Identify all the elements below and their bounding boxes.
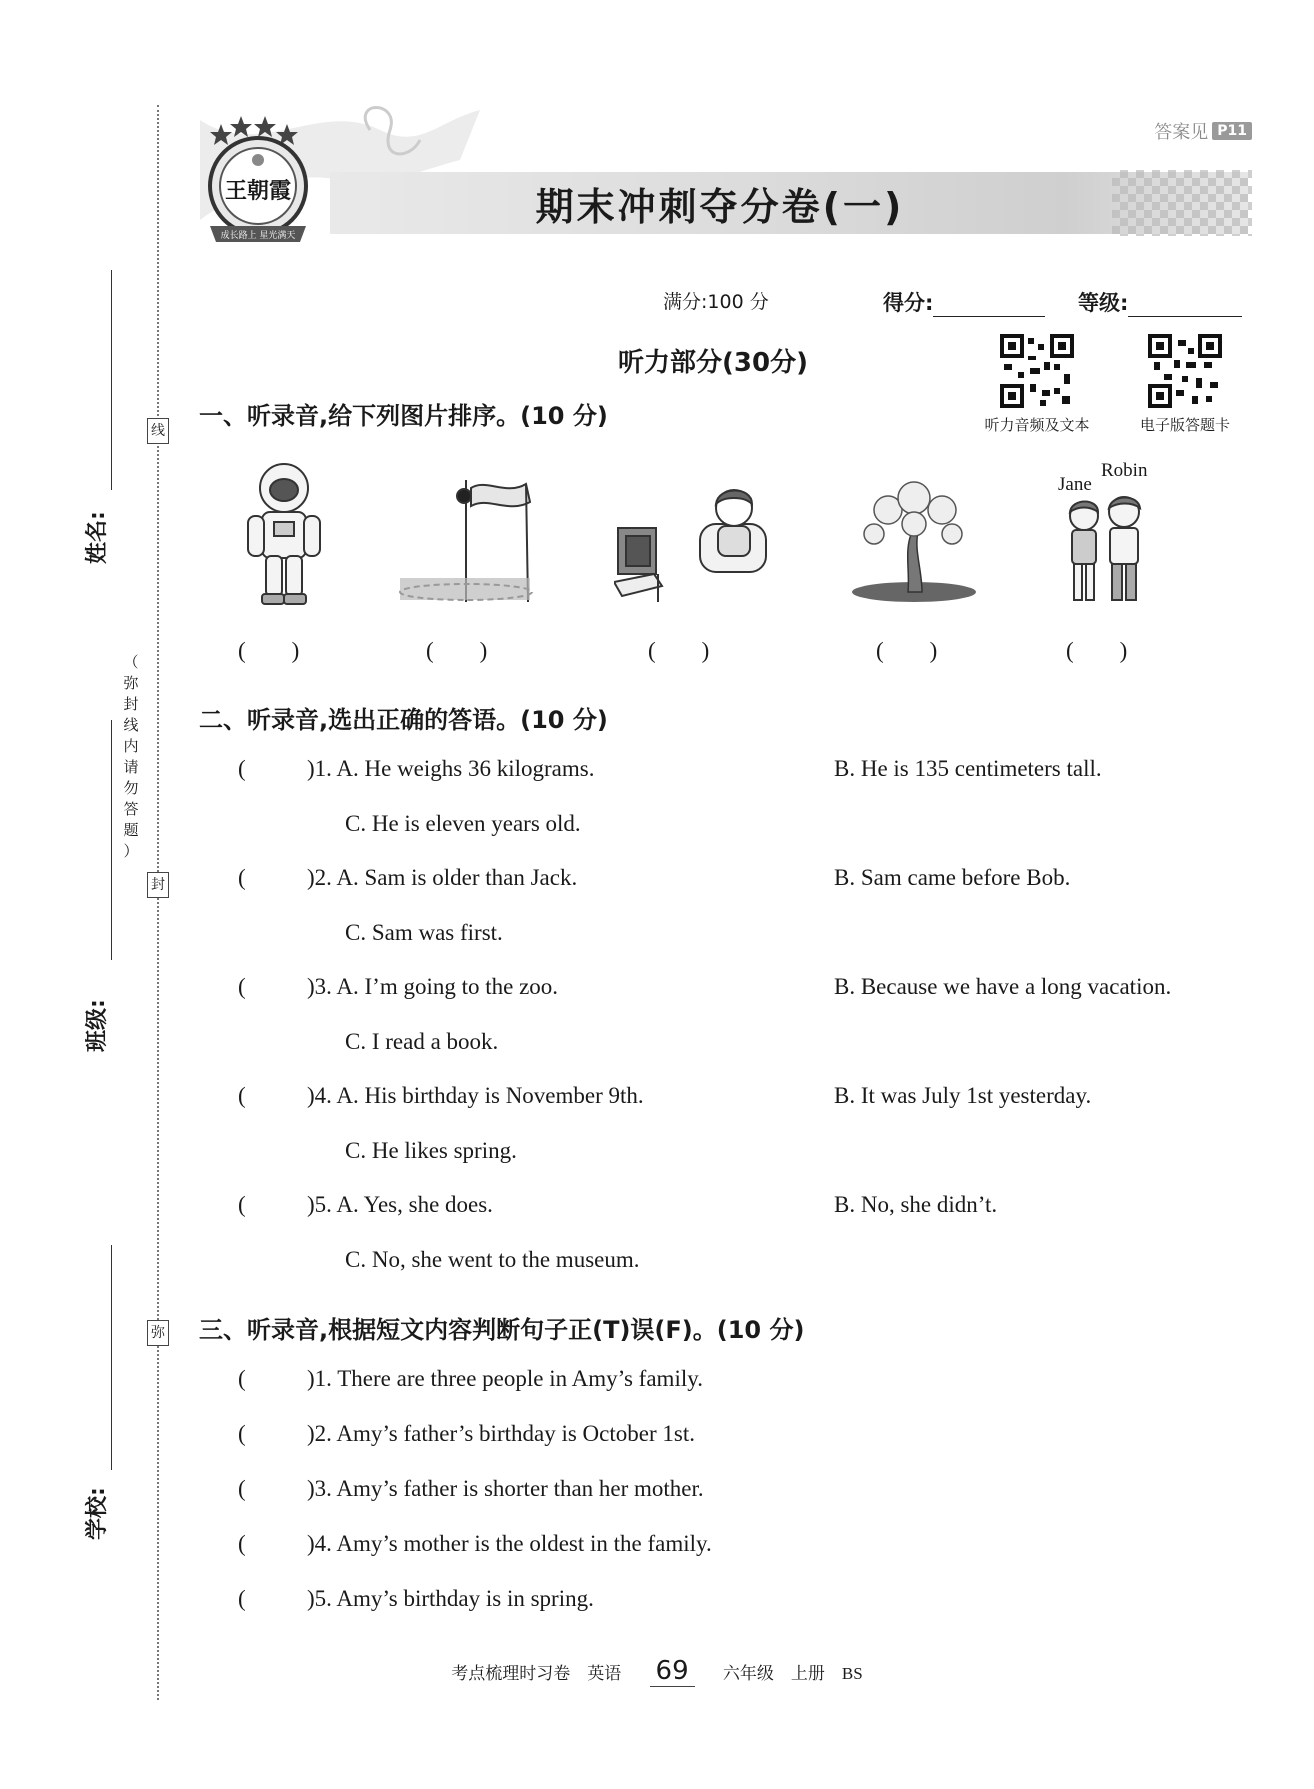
notice-char: 线	[123, 716, 139, 734]
page-title: 期末冲刺夺分卷(一)	[535, 185, 905, 229]
notice-char: （	[123, 653, 139, 671]
picture-5-answer-paren[interactable]: ( )	[1066, 638, 1128, 663]
qr-caption-answer-card: 电子版答题卡	[1139, 416, 1230, 434]
footer-left: 考点梳理时习卷 英语	[451, 1664, 622, 1683]
s3-q3-statement: )3. Amy’s father is shorter than her mother.	[307, 1476, 704, 1501]
answer-reference	[1154, 118, 1252, 144]
s2-q4-option-c: C. He likes spring.	[345, 1138, 517, 1163]
binding-dotted-line	[157, 105, 159, 1700]
section2-title: 二、听录音,选出正确的答语。(10 分)	[199, 706, 608, 734]
s2-q1-paren[interactable]: (	[238, 756, 246, 781]
full-score: 满分:100 分	[663, 291, 769, 313]
s2-q1-option-b: B. He is 135 centimeters tall.	[834, 756, 1102, 781]
notice-char: 内	[123, 737, 139, 755]
s2-q1-option-a: )1. A. He weighs 36 kilograms.	[307, 756, 595, 781]
s2-q5-option-b: B. No, she didn’t.	[834, 1192, 998, 1217]
seal-notice	[120, 652, 142, 862]
s2-q2-paren[interactable]: (	[238, 865, 246, 890]
s2-q4-option-b: B. It was July 1st yesterday.	[834, 1083, 1092, 1108]
answer-ref-label: 答案见	[1154, 122, 1209, 143]
listening-title: 听力部分(30分)	[618, 348, 808, 378]
s2-q5-option-c: C. No, she went to the museum.	[345, 1247, 640, 1272]
picture-3-answer-paren[interactable]: ( )	[648, 638, 710, 663]
s3-q4-paren[interactable]: (	[238, 1531, 246, 1556]
s2-q5-option-a: )5. A. Yes, she does.	[307, 1192, 493, 1217]
s2-q3-option-b: B. Because we have a long vacation.	[834, 974, 1172, 999]
s2-q4-option-a: )4. A. His birthday is November 9th.	[307, 1083, 644, 1108]
notice-char: 请	[123, 758, 139, 776]
notice-char: ）	[123, 842, 139, 860]
section1-title: 一、听录音,给下列图片排序。(10 分)	[199, 402, 608, 430]
page-footer	[0, 1656, 1314, 1687]
s3-q2-statement: )2. Amy’s father’s birthday is October 1st.	[307, 1421, 695, 1446]
grade-blank[interactable]	[1128, 296, 1242, 317]
tree-icon	[848, 480, 978, 604]
s3-q4-statement: )4. Amy’s mother is the oldest in the family.	[307, 1531, 712, 1556]
s2-q3-option-c: C. I read a book.	[345, 1029, 499, 1054]
s2-q3-option-a: )3. A. I’m going to the zoo.	[307, 974, 559, 999]
answer-ref-page: P11	[1212, 122, 1252, 140]
picture-4-answer-paren[interactable]: ( )	[876, 638, 938, 663]
score-label: 得分:	[883, 291, 934, 315]
qr-code-answer-card-icon[interactable]	[1148, 334, 1222, 408]
grade-field	[1078, 287, 1242, 317]
grade-label: 等级:	[1078, 291, 1129, 315]
notice-char: 勿	[123, 779, 139, 797]
section3-title: 三、听录音,根据短文内容判断句子正(T)误(F)。(10 分)	[199, 1316, 805, 1344]
name-label: 姓名:	[85, 511, 110, 564]
name-underline	[111, 270, 112, 490]
picture-1-answer-paren[interactable]: ( )	[238, 638, 300, 663]
class-label: 班级:	[85, 999, 110, 1052]
seal-mark-line: 线	[147, 418, 169, 444]
s2-q1-option-c: C. He is eleven years old.	[345, 811, 581, 836]
two-kids-icon	[1062, 496, 1152, 606]
s3-q5-statement: )5. Amy’s birthday is in spring.	[307, 1586, 594, 1611]
notice-char: 题	[123, 821, 139, 839]
logo-brand: 王朝霞	[224, 179, 291, 204]
girl-watching-tv-icon	[614, 486, 776, 604]
notice-char: 弥	[123, 674, 139, 692]
s3-q1-statement: )1. There are three people in Amy’s family.	[307, 1366, 703, 1391]
score-blank[interactable]	[933, 296, 1045, 317]
s2-q2-option-a: )2. A. Sam is older than Jack.	[307, 865, 578, 890]
kid-label-robin: Robin	[1101, 460, 1148, 481]
class-underline	[111, 720, 112, 960]
astronaut-icon	[238, 460, 324, 608]
qr-caption-audio: 听力音频及文本	[984, 416, 1090, 434]
s3-q3-paren[interactable]: (	[238, 1476, 246, 1501]
seal-mark-seal: 封	[147, 872, 169, 898]
brand-logo-icon	[196, 114, 320, 250]
kid-label-jane: Jane	[1058, 474, 1092, 495]
page-number: 69	[650, 1656, 695, 1687]
logo-slogan: 成长路上 星光满天	[220, 231, 296, 241]
s3-q5-paren[interactable]: (	[238, 1586, 246, 1611]
checker-decoration	[1112, 170, 1252, 236]
school-label: 学校:	[85, 1487, 110, 1540]
s3-q1-paren[interactable]: (	[238, 1366, 246, 1391]
s2-q2-option-c: C. Sam was first.	[345, 920, 503, 945]
picture-2-answer-paren[interactable]: ( )	[426, 638, 488, 663]
seal-mark-seal2: 弥	[147, 1320, 169, 1346]
flag-icon	[396, 470, 536, 606]
qr-code-audio-icon[interactable]	[1000, 334, 1074, 408]
s2-q4-paren[interactable]: (	[238, 1083, 246, 1108]
s2-q5-paren[interactable]: (	[238, 1192, 246, 1217]
footer-right: 六年级 上册 BS	[722, 1664, 863, 1683]
score-field	[883, 287, 1045, 317]
notice-char: 答	[123, 800, 139, 818]
notice-char: 封	[123, 695, 139, 713]
s2-q2-option-b: B. Sam came before Bob.	[834, 865, 1071, 890]
s2-q3-paren[interactable]: (	[238, 974, 246, 999]
school-underline	[111, 1245, 112, 1470]
s3-q2-paren[interactable]: (	[238, 1421, 246, 1446]
